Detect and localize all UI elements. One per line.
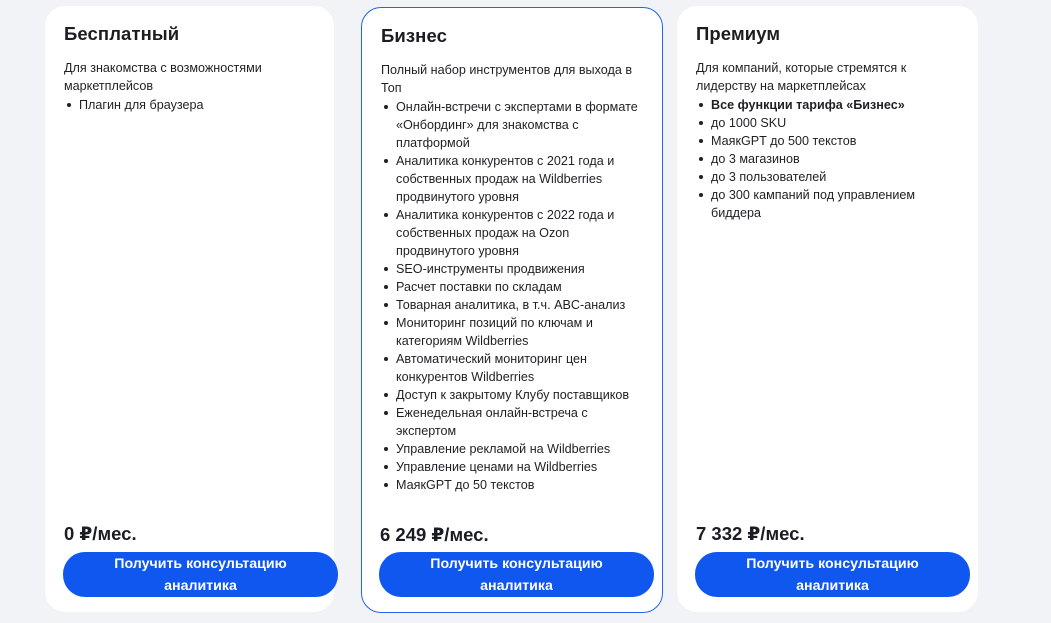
plan-price: 7 332 ₽/мес. — [696, 523, 805, 544]
feature-item: до 1000 SKU — [696, 114, 958, 132]
plan-card-business — [361, 7, 663, 613]
plan-card-free — [45, 6, 334, 612]
feature-item: Мониторинг позиций по ключам и категориям Wildberries — [381, 314, 642, 350]
get-consultation-button[interactable]: Получить консультацию аналитика — [379, 552, 654, 597]
feature-item: до 300 кампаний под управлением биддера — [696, 186, 958, 222]
get-consultation-button[interactable]: Получить консультацию аналитика — [63, 552, 338, 597]
feature-item: Аналитика конкурентов с 2021 года и собственных продаж на Wildberries продвинутого уровня — [381, 152, 642, 206]
feature-item: Управление рекламой на Wildberries — [381, 440, 642, 458]
plan-description: Для знакомства с возможностями маркетплейсов — [64, 61, 262, 93]
plan-description: Для компаний, которые стремятся к лидерству на маркетплейсах — [696, 61, 907, 93]
plan-features — [381, 98, 642, 494]
get-consultation-button[interactable]: Получить консультацию аналитика — [695, 552, 970, 597]
plan-title: Бесплатный — [64, 23, 180, 44]
feature-item: до 3 пользователей — [696, 168, 958, 186]
feature-item: Онлайн-встречи с экспертами в формате «Онбординг» для знакомства с платформой — [381, 98, 642, 152]
feature-item: Еженедельная онлайн-встреча с экспертом — [381, 404, 642, 440]
feature-item: МаякGPT до 50 текстов — [381, 476, 642, 494]
feature-item: Управление ценами на Wildberries — [381, 458, 642, 476]
plan-card-premium — [677, 6, 978, 612]
feature-item: Доступ к закрытому Клубу поставщиков — [381, 386, 642, 404]
feature-item: Аналитика конкурентов с 2022 года и собственных продаж на Ozon продвинутого уровня — [381, 206, 642, 260]
plan-price: 0 ₽/мес. — [64, 523, 137, 544]
feature-item: Плагин для браузера — [64, 96, 314, 114]
feature-item: SEO-инструменты продвижения — [381, 260, 642, 278]
plan-price: 6 249 ₽/мес. — [380, 524, 489, 545]
feature-item: Товарная аналитика, в т.ч. ABC-анализ — [381, 296, 642, 314]
feature-item: МаякGPT до 500 текстов — [696, 132, 958, 150]
feature-item: Все функции тарифа «Бизнес» — [696, 96, 958, 114]
plan-title: Премиум — [696, 23, 781, 44]
plan-title: Бизнес — [381, 25, 447, 46]
feature-item: до 3 магазинов — [696, 150, 958, 168]
plan-description: Полный набор инструментов для выхода в Топ — [381, 63, 633, 95]
plan-features — [696, 96, 958, 222]
feature-item: Расчет поставки по складам — [381, 278, 642, 296]
plan-features — [64, 96, 314, 114]
feature-item: Автоматический мониторинг цен конкурентов Wildberries — [381, 350, 642, 386]
